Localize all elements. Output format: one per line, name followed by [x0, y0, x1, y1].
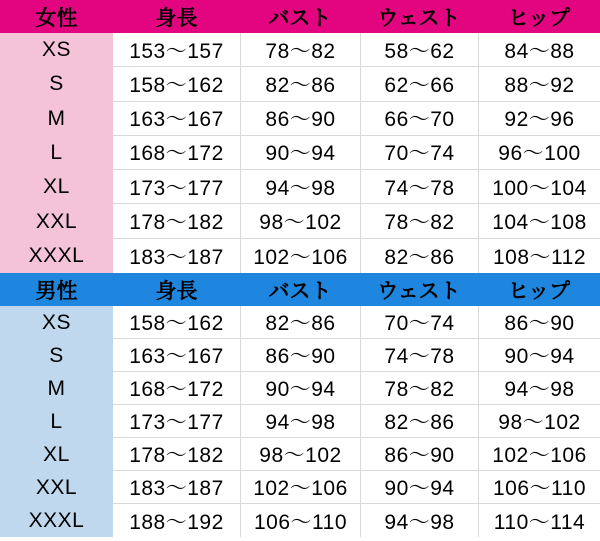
hip-value: 108〜112 [478, 239, 600, 273]
table-row [0, 306, 600, 339]
height-value: 173〜177 [113, 170, 240, 204]
men-section-label: 男性 [35, 279, 78, 303]
hip-value: 96〜100 [478, 136, 600, 170]
column-header-height: 身長 [155, 6, 198, 30]
size-label: M [0, 102, 113, 136]
column-header-bust: バスト [268, 6, 332, 30]
hip-value: 90〜94 [478, 339, 600, 372]
women-section-body [0, 33, 600, 273]
table-row [0, 339, 600, 372]
column-header-waist: ウェスト [377, 279, 461, 303]
size-label: XS [0, 33, 113, 67]
waist-value: 86〜90 [360, 438, 478, 471]
hip-value: 104〜108 [478, 204, 600, 238]
column-header-hip: ヒップ [507, 279, 571, 303]
size-label: XXL [0, 471, 113, 504]
size-label: XXL [0, 204, 113, 238]
women-section-label: 女性 [35, 6, 78, 30]
height-value: 178〜182 [113, 438, 240, 471]
waist-value: 78〜82 [360, 372, 478, 405]
hip-value: 84〜88 [478, 33, 600, 67]
height-value: 188〜192 [113, 504, 240, 537]
waist-value: 78〜82 [360, 204, 478, 238]
waist-value: 66〜70 [360, 102, 478, 136]
waist-value: 90〜94 [360, 471, 478, 504]
column-header-hip: ヒップ [507, 6, 571, 30]
table-row [0, 170, 600, 204]
height-value: 153〜157 [113, 33, 240, 67]
column-header-bust: バスト [268, 279, 332, 303]
waist-value: 58〜62 [360, 33, 478, 67]
size-label: XL [0, 438, 113, 471]
bust-value: 86〜90 [240, 102, 360, 136]
column-header-height: 身長 [155, 279, 198, 303]
height-value: 168〜172 [113, 372, 240, 405]
waist-value: 82〜86 [360, 239, 478, 273]
table-row [0, 136, 600, 170]
bust-value: 78〜82 [240, 33, 360, 67]
men-header-row [0, 273, 600, 306]
height-value: 158〜162 [113, 306, 240, 339]
waist-value: 74〜78 [360, 339, 478, 372]
height-value: 163〜167 [113, 339, 240, 372]
hip-value: 94〜98 [478, 372, 600, 405]
column-header-waist: ウェスト [377, 6, 461, 30]
bust-value: 94〜98 [240, 170, 360, 204]
height-value: 163〜167 [113, 102, 240, 136]
size-label: XL [0, 170, 113, 204]
size-label: L [0, 136, 113, 170]
bust-value: 102〜106 [240, 471, 360, 504]
table-row [0, 239, 600, 273]
waist-value: 70〜74 [360, 306, 478, 339]
men-section-body [0, 306, 600, 537]
table-row [0, 471, 600, 504]
hip-value: 88〜92 [478, 67, 600, 101]
height-value: 173〜177 [113, 405, 240, 438]
size-label: XS [0, 306, 113, 339]
bust-value: 98〜102 [240, 204, 360, 238]
waist-value: 82〜86 [360, 405, 478, 438]
waist-value: 94〜98 [360, 504, 478, 537]
hip-value: 106〜110 [478, 471, 600, 504]
waist-value: 62〜66 [360, 67, 478, 101]
bust-value: 98〜102 [240, 438, 360, 471]
height-value: 183〜187 [113, 239, 240, 273]
women-header-row [0, 0, 600, 33]
table-row [0, 372, 600, 405]
table-row [0, 67, 600, 101]
table-row [0, 405, 600, 438]
bust-value: 90〜94 [240, 372, 360, 405]
size-label: S [0, 67, 113, 101]
hip-value: 110〜114 [478, 504, 600, 537]
height-value: 158〜162 [113, 67, 240, 101]
bust-value: 94〜98 [240, 405, 360, 438]
bust-value: 82〜86 [240, 306, 360, 339]
bust-value: 90〜94 [240, 136, 360, 170]
size-label: S [0, 339, 113, 372]
bust-value: 86〜90 [240, 339, 360, 372]
bust-value: 82〜86 [240, 67, 360, 101]
hip-value: 100〜104 [478, 170, 600, 204]
table-row [0, 102, 600, 136]
hip-value: 102〜106 [478, 438, 600, 471]
hip-value: 92〜96 [478, 102, 600, 136]
hip-value: 86〜90 [478, 306, 600, 339]
size-label: L [0, 405, 113, 438]
bust-value: 102〜106 [240, 239, 360, 273]
table-row [0, 33, 600, 67]
table-row [0, 504, 600, 537]
table-row [0, 204, 600, 238]
size-label: M [0, 372, 113, 405]
bust-value: 106〜110 [240, 504, 360, 537]
size-label: XXXL [0, 504, 113, 537]
bottom-margin [0, 537, 600, 541]
waist-value: 70〜74 [360, 136, 478, 170]
height-value: 178〜182 [113, 204, 240, 238]
height-value: 168〜172 [113, 136, 240, 170]
waist-value: 74〜78 [360, 170, 478, 204]
table-row [0, 438, 600, 471]
size-label: XXXL [0, 239, 113, 273]
height-value: 183〜187 [113, 471, 240, 504]
hip-value: 98〜102 [478, 405, 600, 438]
